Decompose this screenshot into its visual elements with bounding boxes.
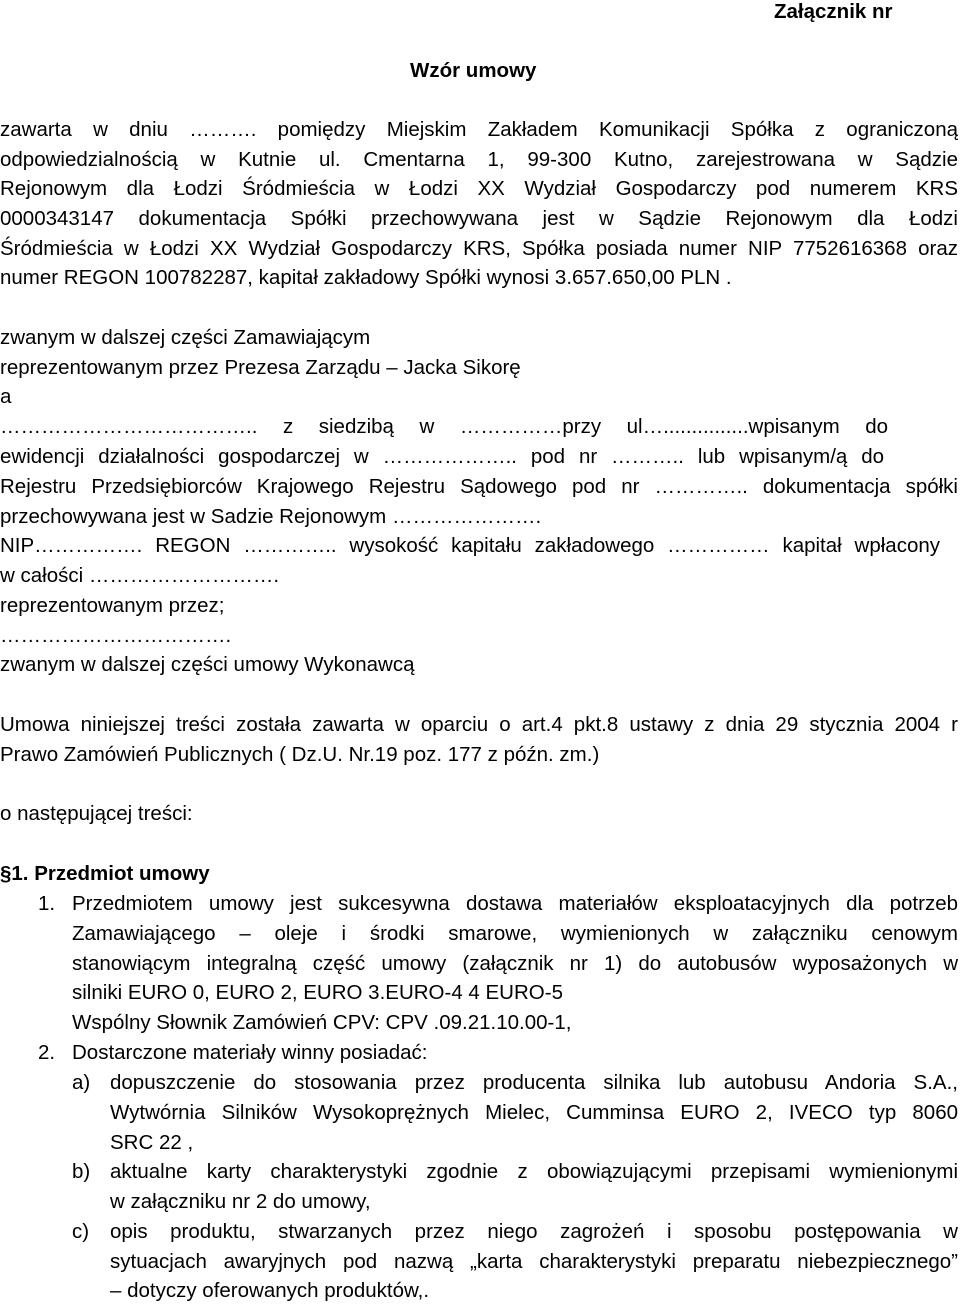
party-line: NIP……………. REGON ………….. wysokość kapitału zakładowego …………… kapitał wpłacony bbox=[0, 534, 940, 557]
item-number: 2. bbox=[38, 1041, 56, 1064]
intro-line: o następującej treści: bbox=[0, 802, 193, 825]
sub-item-label: b) bbox=[72, 1160, 91, 1183]
document-title: Wzór umowy bbox=[410, 59, 537, 82]
sub-item-line: w załączniku nr 2 do umowy, bbox=[110, 1190, 371, 1213]
sub-item-line: opis produktu, stwarzanych przez niego zagrożeń i sposobu postępowania w bbox=[110, 1220, 958, 1243]
item-line: Zamawiającego – oleje i środki smarowe, wymienionych w załączniku cenowym bbox=[72, 922, 958, 945]
sub-item-line: – dotyczy oferowanych produktów,. bbox=[110, 1279, 430, 1302]
party-line: zwanym w dalszej części umowy Wykonawcą bbox=[0, 653, 415, 676]
party-line: zwanym w dalszej części Zamawiającym bbox=[0, 326, 371, 349]
preamble-line: Śródmieścia w Łodzi XX Wydział Gospodarczy KRS, Spółka posiada numer NIP 7752616368 oraz bbox=[0, 237, 958, 260]
sub-item-line: sytuacjach awaryjnych pod nazwą „karta charakterystyki preparatu niebezpiecznego” bbox=[110, 1250, 958, 1273]
party-line: ……………………………….. z siedzibą w ……………przy ul…...............wpisanym do bbox=[0, 415, 888, 438]
party-line: ……………………………. bbox=[0, 624, 232, 647]
party-line: reprezentowanym przez Prezesa Zarządu – Jacka Sikorę bbox=[0, 356, 521, 379]
item-line: Dostarczone materiały winny posiadać: bbox=[72, 1041, 428, 1064]
sub-item-line: Wytwórnia Silników Wysokoprężnych Mielec, Cumminsa EURO 2, IVECO typ 8060 bbox=[110, 1101, 958, 1124]
preamble-line: Rejonowym dla Łodzi Śródmieścia w Łodzi XX Wydział Gospodarczy pod numerem KRS bbox=[0, 177, 958, 200]
party-line: Rejestru Przedsiębiorców Krajowego Rejestru Sądowego pod nr ………….. dokumentacja spółki bbox=[0, 475, 958, 498]
item-line: Przedmiotem umowy jest sukcesywna dostawa materiałów eksploatacyjnych dla potrzeb bbox=[72, 892, 958, 915]
item-line: silniki EURO 0, EURO 2, EURO 3.EURO-4 4 EURO-5 bbox=[72, 981, 563, 1004]
party-line: reprezentowanym przez; bbox=[0, 594, 225, 617]
sub-item-line: aktualne karty charakterystyki zgodnie z obowiązującymi przepisami wymienionymi bbox=[110, 1160, 958, 1183]
sub-item-label: c) bbox=[72, 1220, 90, 1243]
sub-item-label: a) bbox=[72, 1071, 91, 1094]
item-number: 1. bbox=[38, 892, 56, 915]
preamble-line: 0000343147 dokumentacja Spółki przechowywana jest w Sądzie Rejonowym dla Łodzi bbox=[0, 207, 958, 230]
party-line: w całości ………………………. bbox=[0, 564, 280, 587]
party-line: ewidencji działalności gospodarczej w ……………….. pod nr ……….. lub wpisanym/ą do bbox=[0, 445, 884, 468]
sub-item-line: SRC 22 , bbox=[110, 1131, 194, 1154]
preamble-line: zawarta w dniu ………. pomiędzy Miejskim Zakładem Komunikacji Spółka z ograniczoną bbox=[0, 118, 958, 141]
party-line: a bbox=[0, 385, 12, 408]
basis-line: Prawo Zamówień Publicznych ( Dz.U. Nr.19 poz. 177 z późn. zm.) bbox=[0, 743, 600, 766]
preamble-line: numer REGON 100782287, kapitał zakładowy Spółki wynosi 3.657.650,00 PLN . bbox=[0, 266, 732, 289]
item-line: Wspólny Słownik Zamówień CPV: CPV .09.21.10.00-1, bbox=[72, 1011, 572, 1034]
item-line: stanowiącym integralną część umowy (załącznik nr 1) do autobusów wyposażonych w bbox=[72, 952, 958, 975]
preamble-line: odpowiedzialnością w Kutnie ul. Cmentarna 1, 99-300 Kutno, zarejestrowana w Sądzie bbox=[0, 148, 958, 171]
sub-item-line: dopuszczenie do stosowania przez producenta silnika lub autobusu Andoria S.A., bbox=[110, 1071, 958, 1094]
attachment-label: Załącznik nr bbox=[774, 0, 893, 23]
party-line: przechowywana jest w Sadzie Rejonowym …………………. bbox=[0, 505, 542, 528]
section-heading: §1. Przedmiot umowy bbox=[0, 862, 210, 885]
basis-line: Umowa niniejszej treści została zawarta w oparciu o art.4 pkt.8 ustawy z dnia 29 stycznia 2004 r bbox=[0, 713, 958, 736]
